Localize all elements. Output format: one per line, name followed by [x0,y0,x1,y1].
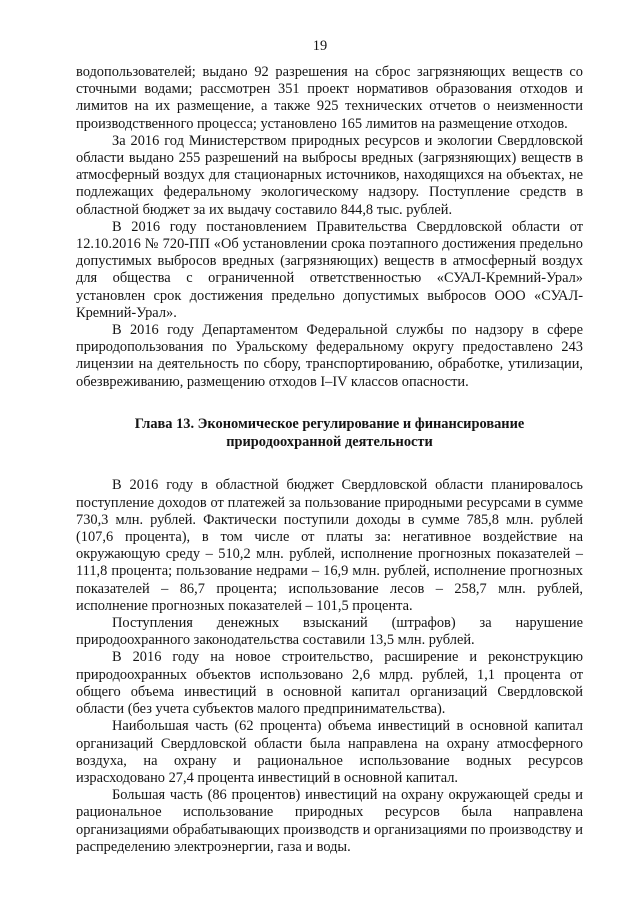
paragraph-continuation: водопользователей; выдано 92 разрешения на сброс загрязняющих веществ со сточными водами; рассмотрен 351 проект нормативов образования отходов и лимитов на их размещение, а также 925 технических отчетов о неизменности производственного процесса; установлено 165 лимитов на размещение отходов. [76,64,583,132]
page-number: 19 [312,38,328,54]
paragraph-investment-sources: Большая часть (86 процентов) инвестиций на охрану окружающей среды и рациональное использование природных ресурсов была направлена организациями обрабатывающих производств и организациями по производству и распределению электроэнергии, газа и воды. [76,787,583,855]
paragraph-fines: Поступления денежных взысканий (штрафов) за нарушение природоохранного законодательства составили 13,5 млн. рублей. [76,615,583,649]
chapter-heading [76,416,583,452]
paragraph-budget-revenue: В 2016 году в областной бюджет Свердловской области планировалось поступление доходов от платежей за пользование природными ресурсами в сумме 730,3 млн. рублей. Фактически поступили доходы в сумме 785,8 млн. рублей (107,6 процента), в том числе от платы за: негативное воздействие на окружающую среду – 510,2 млн. рублей, исполнение прогнозных показателей – 111,8 процента; пользование недрами – 16,9 млн. рублей, исполнение прогнозных показателей – 86,7 процента; использование лесов – 258,7 млн. рублей, исполнение прогнозных показателей – 101,5 процента. [76,477,583,614]
paragraph-permits: За 2016 год Министерством природных ресурсов и экологии Свердловской области выдано 255 разрешений на выбросы вредных (загрязняющих) веществ в атмосферный воздух для стационарных источников, находящихся на объектах, не подлежащих федеральному экологическому надзору. Поступление средств в областной бюджет за их выдачу составило 844,8 тыс. рублей. [76,132,583,218]
chapter-heading-line-2: природоохранной деятельности [226,433,433,450]
paragraph-government-resolution: В 2016 году постановлением Правительства Свердловской области от 12.10.2016 № 720-ПП «Об установлении срока поэтапного достижения предельно допустимых выбросов вредных (загрязняющих) веществ в атмосферный воздух для общества с ограниченной ответственностью «СУАЛ-Кремний-Урал» установлен срок достижения предельно допустимых выбросов ООО «СУАЛ-Кремний-Урал». [76,218,583,321]
paragraph-investment-share: Наибольшая часть (62 процента) объема инвестиций в основной капитал организаций Свердловской области была направлена на охрану атмосферного воздуха, на охрану и рациональное использование водных ресурсов израсходовано 27,4 процента инвестиций в основной капитал. [76,718,583,786]
paragraph-licenses: В 2016 году Департаментом Федеральной службы по надзору в сфере природопользования по Уральскому федеральному округу предоставлено 243 лицензии на деятельность по сбору, транспортированию, обработке, утилизации, обезвреживанию, размещению отходов I–IV классов опасности. [76,322,583,390]
document-body [76,64,583,856]
chapter-heading-line-1: Глава 13. Экономическое регулирование и финансирование [134,415,525,432]
paragraph-construction: В 2016 году на новое строительство, расширение и реконструкцию природоохранных объектов использовано 2,6 млрд. рублей, 1,1 процента от общего объема инвестиций в основной капитал организаций Свердловской области (без учета субъектов малого предпринимательства). [76,649,583,718]
